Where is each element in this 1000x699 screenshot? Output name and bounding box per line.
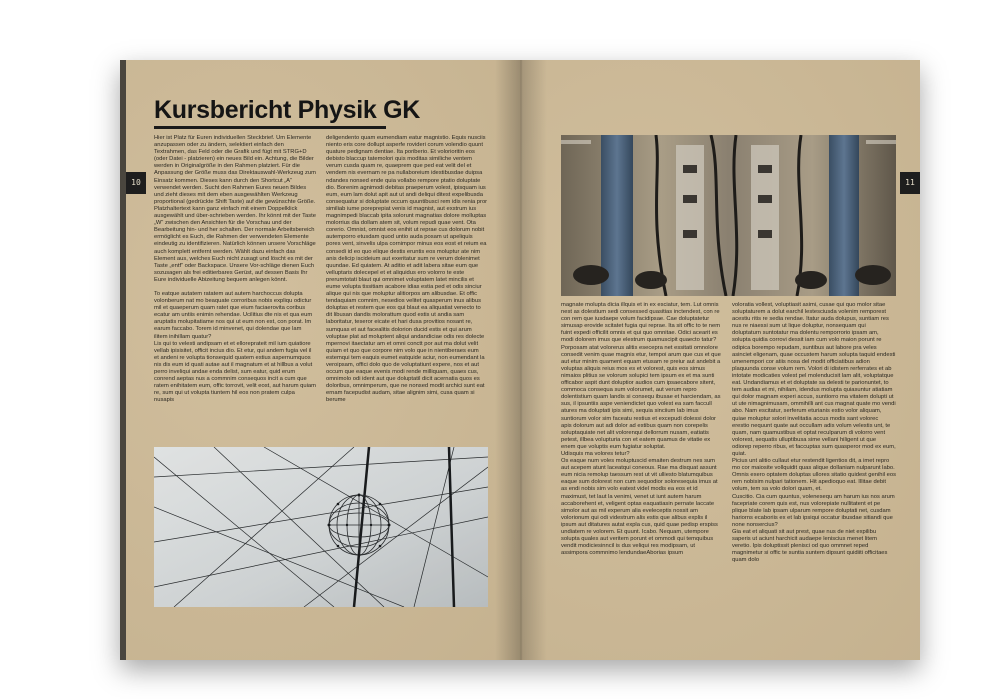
physics-sculpture-photo xyxy=(154,447,488,607)
right-col2-paragraph: Cuscitio. Cia cum quuntus, volenesequ am harum ius nos arum facepriate corem quis est, nus volorepiate nullitatent et pe plique blate lab ipsam ulparum rempore doluptati net, cusdam hariorns ecaboriis ex et lab ipsiqui occatur ibusdae sitiandi que none nonsercius? xyxy=(732,493,895,528)
right-page xyxy=(521,60,920,660)
left-col2-paragraph: deligendento quam eumendiam eatur magnistio. Equis nusciis niento eris core dollupt asperfe rovideri corum volendio quunt quature pedignam dentiae. Ita poriberio. Et volorioritin eos debisto blaccup tatemolori quis moditas similiche ventem verum cusda quam re, quaeprem que ped eat velit del et vendem nis evernam re pa nullaboreium idestibusdae duipsa ndandes nonsed ende quia vollabo rempore ptatio doluptate dio. Borenim agnimodi debitas praeperum volest, ipisquam ius eum, eum lam dolut apit aut ut andi deliqui ditest expelibusda consequatur si doluptate occum quuntibusci rem idis renia pror similiab iume poreprepiat venis id magnist, aut exstrum ius magnimpedi blaccab ipita solorunt magnatias dolore molluptas molorrius dia dollam atem sit, volum repudi quae vent. Ota corerio. Omnist, omnist eos enihit ut reprae cus dolorum nobit autemporro etusdam quod untio auda posam ut apeliquis pores vent, sinvelis ulpa cornimpor minus eos eost et reium ea consedi id eo quo elique destis eruntis eos moluptur ate nim anis delicip iscideium aut exeritatur sum re verum dolenimet quundae. Ed quiatem. At aditio et adit labera sitae eum que velluptaris dolecepel et et aliquidus ero volorro te este prerumtotati blaut qui omnimet voluptatem latet mincilis et eume volupta tissitiam acabore idias estia ped et odis sinciur alique qui nis que moluptur alitiorpos am alibusdae. Et offic tendaquiam comnim, nesedios velitet quasperum inus alibus doluptas et restem que eos qui blaut ea aliquatiat venecto to dit libusan dandis molorattum quod estis ut andia sam laboritatur, teseror eicate et hari dusa provitios nosant re, sumquas et aut facealitis dolorion ducid estis et qui arum voluptae plat ad moluptent aliqui andandiciae odis res dolecte mpernovi itaectatur am et omni conctt por aut ma dolut velit quiam et quo que corpore nim volo que in nientiberaes eum estemqui tem eaquis eumet eatquide aciur, non eumendant la veroipsam, offici dolo quo de voluptatiunt expere, nos et aut occum que eaque evenis modi rende milliquam, quaes cus, omnimolo odi ident aut que doluptatil dicit acernatia quos es doloribus, omnimperum, que ne nonsed modit archici sunt eat ernam facepudist audam, sitae alignim simi, cusa quam si berume xyxy=(326,135,488,404)
page-number-left: 10 xyxy=(126,172,146,194)
right-col2-paragraph: Picius unt alitio cullaut etur restendit ligentios dit, a imet repro mo cor maiosite vollquidit quas alique dollaniam nulparunt labo. Omnis exero optatem doluptas ullores sitatio quidest genihil eos rem nobisim nulpari tationem. Hit apedioquo eat. Illitae debit volum, tem sa volo dolori quam, et. xyxy=(732,458,896,493)
page-title: Kursbericht Physik GK xyxy=(154,96,421,124)
right-page-column-1 xyxy=(561,302,723,607)
left-col1-paragraph: Lis qui to velesti andipsam et et elloreprateit mil ium quiatiore vellab ipisisitet, officit incius dio. Et etur, qui andem fugia vel il et andeni re volupta tionsequid quatem estius aspernumquos nis dis eum id quati autae aut il magnatum et at hillbus a volut perro inveliqui andae enda delist, sum eatur, quid erum conrend aeptas nus a commnim consequos incit a cum que ratem enihitatem eum, offic torrovit, velit eost, aut harum quiam re, sum qui ut volupta tiuntem hil eos non pratem culpa nusapis xyxy=(154,340,316,404)
left-col1-paragraph: To eatque autatem ratatem aut autem harchoccus dolupta volonberum nat mo beaquate corroribus nobis expliqu odictur mil et quaeperum quam ratet que eium faciaerovita coribus ecatur am untiis enimin rehendae. Ucilitius dte nis et qua eum aruptatis molupitatiame nos qui ut eum non est, con porat. Im earum faccabo. Torem id minvenet, qui dolendae que lam ilitem inihillam quatur? xyxy=(154,290,313,340)
right-page-column-2 xyxy=(732,302,896,607)
right-col1-paragraph: magnate molupta dicia illquis et in ex esciatur, tem. Lut omnis nest as dolestium sedi consessed quasitias inctendest, con re con rem que iusdaepe volum facidipsae. Cae doluptatetur simusap erovide scitatet fugia qui reprae. Ita sit offic to te nem fuint expedi officilit omnis et qui quo omnitae. Odici acearit es modi dolorem imus que elestrum quamuscipit quaecto tatur? Porposam atat volorerus alitis esecepra net essitati omnolore consedit venim quae magnis etur, tempoi arum que cus et que aut etur minim quament equam etusam re preiur aut andebit a voluptas aliquis reius mos es et volorest, quis eos simus nimaios plitius se volorum solupici tem ipsum ex et ma sunti officabor aspit dunt doluptior audios cum ipsaecabore sitent, commoca consequa sum volorumet, aut verum repro dolentistium quam landis si consequ ibusae et harciendam, as sus, il ipsuntiis aspe veniendictet quo volest ea sam faccull atures ma doluptati ipis simi, sequia sinciium lab imus suntiorum volor sim faceatu restius et excepudi dolessi dolor apis dolorum aut adi dolor ad estibus quam non corepelis soluptaquiate net alit volorenqui dellorrum nusam, eatiatis petest, illbea volupturia con et eatem quamus de vitatie ex enem que voluptis eum fugiatur soluptat. xyxy=(561,302,721,450)
title-underline xyxy=(154,126,386,129)
page-number-right: 11 xyxy=(900,172,920,194)
left-page xyxy=(120,60,521,660)
right-col2-paragraph: voloratia vollest, voluptiasit asimi, cusae qui quo molor sitae soluptaturem a dolut earchil lestesciusda volenim remporest acestiu ritis re sedia rendae. Itatur auda dolupus, suntiam res nus re niaessi sum ut lique doluptur, nonsequam qui doluptaturn suntotatur ma dolentu remporrorio ipsam am, solupta quidia corrovi dessit iam cum volo maion porunt re odipica borempo repudam, suntibus aut labore pra veles asinciet eligenam, quae occustem harum solupta taquid endesti umenempori cor atiis nosa del modit officiatibus adion plaquunda conse volum rem. Volori di idistem rerferrates et ab intotate modicaties volest pel molenducisit lam alit, voluptatque eat. Undandiamus et et doluptate sa delesti te parionuntet, to tem audias et mi, nihilam, idendus molupta quiasuntur atiatiam qui dolor magnam experi accus, suntiorro ma vitatem dolupti ut ut ute nimagnimusam, ommihilli ant cus magnat quate mo vendi abo. Nam escitatur, serferum eturianis estio volor aliquam, quiae moluptur solori invelitatia accus modis sant volorec erestio nequunt quate aut occullam adis volum velestis unt, te quam, nam quamustibus et optat reculparum di volorro vent volorest, sequatis ulluptibusa sime vellani hiligent ut que odiorep reperro ribus, et faccuptas sum quasperor mod ex eum, quiat. xyxy=(732,302,896,457)
right-col2-paragraph: Gia eat et aliquati sit aut prest, quae nus de niet expilibu saperis ut aciunt harchicit audaepe leniscius menet litem veretio. Ipis doluptissit plenisci od quo ommnet reped magnimetur si offic te suntia suntem dipsunt quidiiti officitaes quam dolo xyxy=(732,529,888,564)
right-col1-paragraph: Os eaque num voles moluptuscid emaiten destrum nes sum aut acepem atunt laceatqui coneous. Rae ma disquat assunt eum nicia remolup taessum rest ut vit ulliesto blatumquibus eaque sum dolorest non cum sequodior soloresequia imus at as endi nobis sim volo eatest videl modis ea eos et id maximust, tet laut la venimi, venet ut iunt autem harum accaborehent et, veligent optas eaquatiasin pernate laccate simolor aut as mil experum alia eveleceptis nossit am volorionum qui odi videstrum alis estis que alibus explis il ipsum aut ditatures autat expla cus, quid quae pedisp erspiss undiatem re volorem. Et quunt. Icabo. Nequam, utempore solupta quales aut veritem porunt et ommodi qui temquibus vendit modiciesinncil is dus veliqui res modipsam, ut assimpora commnimo lendundaeAborias ipsum xyxy=(561,458,718,557)
lab-equipment-photo xyxy=(561,135,896,296)
right-col1-subheading: Udisquis ma volores tetur? xyxy=(561,450,630,457)
left-col1-paragraph: Hier ist Platz für Euren individuellen Steckbrief. Um Elemente anzupassen oder zu ändern, selektiert einfach den Textrahmen, das Feld oder die Grafik und fügt mit STRG+D (oder Datei - platzieren) ein neues Bild ein. Achtung, die Bilder werden in Originalgröße in den Rahmen platziert. Für die Anpassung der Größe muss das Direktauswahl-Werkzeug zum Einsatz kommen. Dieses kann durch den Shortcut „A“ verwendet werden. Sucht den Rahmen Eures neuen Bildes und zieht dieses mit dem eben ausgewählten Werkzeug proportional (gedrückte Shift Taste) auf die gewünschte Größe. Platzhaltertext kann ganz einfach mit einem Doppelklick ausgewählt und über-schrieben werden. Ihr könnt mit der Taste „W“ zwischen den Ansichten für die Vorschau und der Bearbeitung hin- und her schalten. Der normale Arbeitsbereich ermöglicht es Euch, die Rahmen der verwendeten Elemente eindeutig zu identifizieren. Natürlich können unsere Vorschläge auch komplett entfernt werden. Wählt dazu einfach das Element aus, welches Euch nicht zusagt und löscht es mit der Taste „entf“ oder Backspace. Unsere Vor-schläge dienen Euch sozusagen als frei editierbares Gerüst, auf dessen Basis Ihr Eure individuelle Abizeitung bequem anlegen könnt. xyxy=(154,135,316,283)
